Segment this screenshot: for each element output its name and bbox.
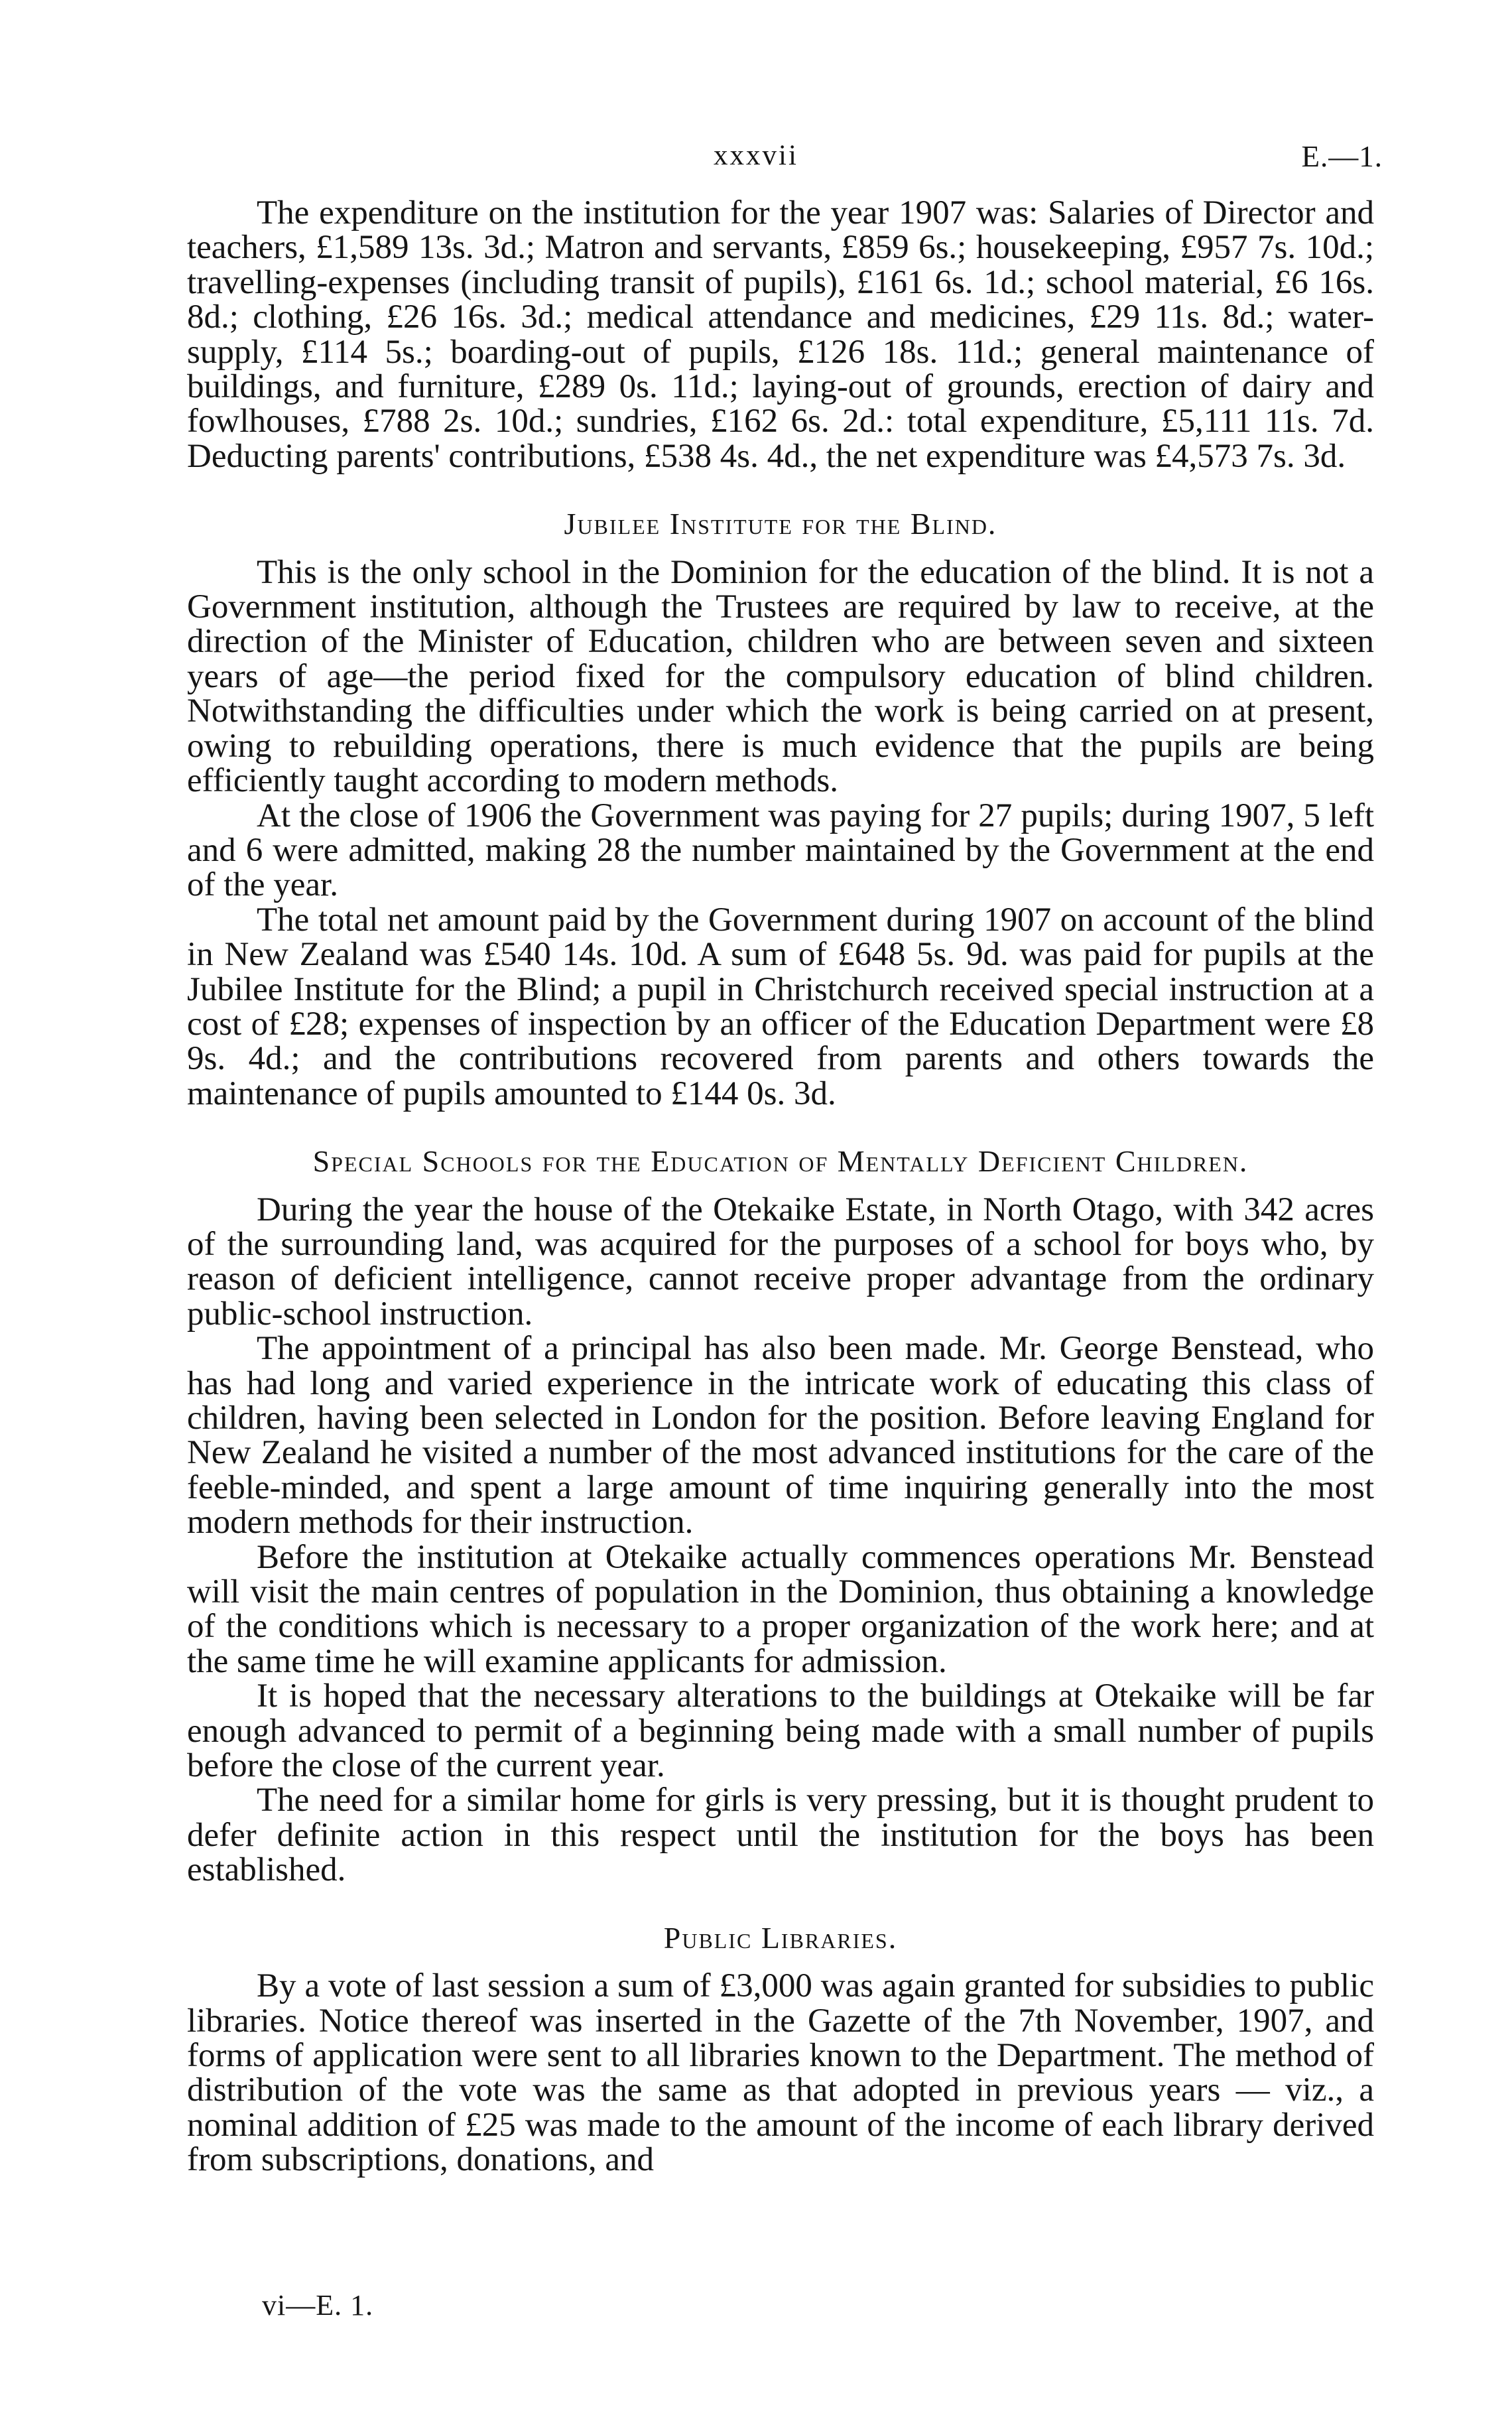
section-heading-blind: Jubilee Institute for the Blind. bbox=[564, 507, 997, 541]
page-number: xxxvii bbox=[714, 140, 798, 171]
document-reference: E.—1. bbox=[1301, 140, 1383, 173]
paragraph-special-4: It is hoped that the necessary alterations to the buildings at Otekaike will be far enough advanced to permit of a beginning being made with a small number of pupils before the close of the current year. bbox=[187, 1677, 1374, 1785]
paragraph-blind-2: At the close of 1906 the Government was paying for 27 pupils; during 1907, 5 left and 6 were admitted, making 28 the number maintained by the Government at the end of the year. bbox=[187, 797, 1374, 904]
paragraph-special-2: The appointment of a principal has also been made. Mr. George Benstead, who has had long and varied experience in the intricate work of educating this class of children, having been selected in London for the position. Before leaving England for New Zealand he visited a number of the most advanced institutions for the care of the feeble-minded, and spent a large amount of time inquiring generally into the most modern methods for their instruction. bbox=[187, 1330, 1374, 1541]
paragraph-expenditure: The expenditure on the institution for the year 1907 was: Salaries of Director and teachers, £1,589 13s. 3d.; Matron and servants, £859 6s.; housekeeping, £957 7s. 10d.; travelling-expenses (including transit of pupils), £161 6s. 1d.; school material, £6 16s. 8d.; clothing, £26 16s. 3d.; medical attendance and medicines, £29 11s. 8d.; water-supply, £114 5s.; boarding-out of pupils, £126 18s. 11d.; general maintenance of buildings, and furniture, £289 0s. 11d.; laying-out of grounds, erection of dairy and fowlhouses, £788 2s. 10d.; sundries, £162 6s. 2d.: total expenditure, £5,111 11s. 7d. Deducting parents' contributions, £538 4s. 4d., the net expenditure was £4,573 7s. 3d. bbox=[187, 194, 1374, 475]
footer-signature: vi—E. 1. bbox=[262, 2289, 374, 2322]
paragraph-special-5: The need for a similar home for girls is very pressing, but it is thought prudent to defer definite action in this respect until the institution for the boys has been established. bbox=[187, 1782, 1374, 1889]
paragraph-blind-1: This is the only school in the Dominion for the education of the blind. It is not a Government institution, although the Trustees are required by law to receive, at the direction of the Minister of Education, children who are between seven and sixteen years of age—the period fixed for the compulsory education of blind children. Notwithstanding the difficulties under which the work is being carried on at present, owing to rebuilding operations, there is much evidence that the pupils are being efficiently taught according to modern methods. bbox=[187, 553, 1374, 800]
section-heading-special-schools: Special Schools for the Education of Mentally Deficient Children. bbox=[312, 1144, 1249, 1179]
paragraph-special-3: Before the institution at Otekaike actually commences operations Mr. Benstead will visit the main centres of population in the Dominion, thus obtaining a knowledge of the conditions which is necessary to a proper organization of the work here; and at the same time he will examine applicants for admission. bbox=[187, 1538, 1374, 1680]
section-heading-libraries: Public Libraries. bbox=[663, 1920, 898, 1955]
paragraph-special-1: During the year the house of the Otekaike Estate, in North Otago, with 342 acres of the surrounding land, was acquired for the purposes of a school for boys who, by reason of deficient intelligence, cannot receive proper advantage from the ordinary public-school instruction. bbox=[187, 1191, 1374, 1333]
paragraph-libraries-1: By a vote of last session a sum of £3,000 was again granted for subsidies to public libraries. Notice thereof was inserted in the Gazette of the 7th November, 1907, and forms of application were sent to all libraries known to the Department. The method of distribution of the vote was the same as that adopted in previous years — viz., a nominal addition of £25 was made to the amount of the income of each library derived from subscriptions, donations, and bbox=[187, 1967, 1374, 2179]
paragraph-blind-3: The total net amount paid by the Government during 1907 on account of the blind in New Zealand was £540 14s. 10d. A sum of £648 5s. 9d. was paid for pupils at the Jubilee Institute for the Blind; a pupil in Christchurch received special instruction at a cost of £28; expenses of inspection by an officer of the Education Department were £8 9s. 4d.; and the contributions recovered from parents and others towards the maintenance of pupils amounted to £144 0s. 3d. bbox=[187, 901, 1374, 1112]
page-body bbox=[187, 196, 1374, 2178]
